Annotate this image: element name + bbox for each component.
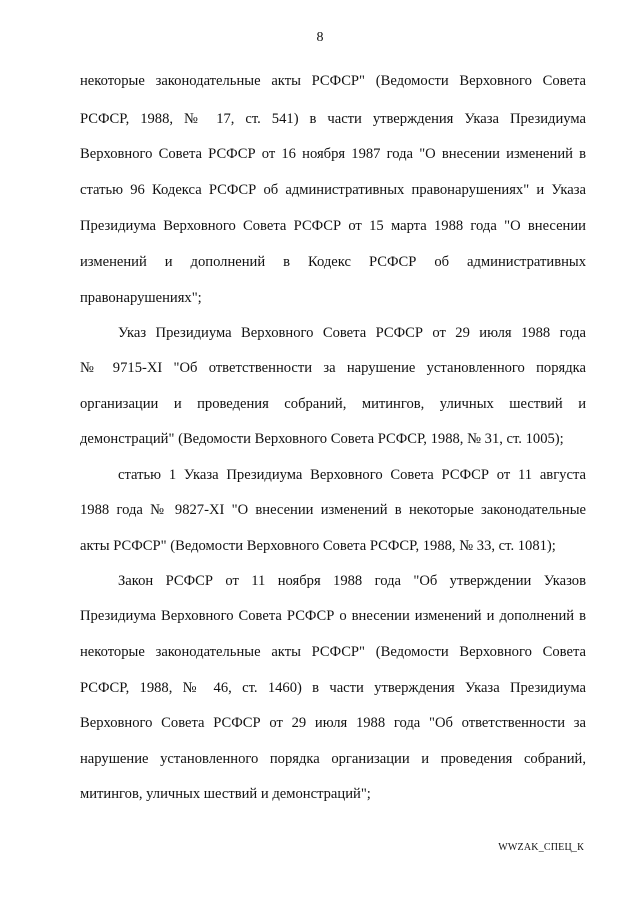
text-line: Указ Президиума Верховного Совета РСФСР от 29 июля 1988 года [118,325,586,341]
footer-code: WWZAK_СПЕЦ_К [498,842,584,853]
text-line: Президиума Верховного Совета РСФСР от 15 марта 1988 года "О внесении [80,218,586,234]
text-line: правонарушениях"; [80,290,202,306]
text-line: Верховного Совета РСФСР от 29 июля 1988 года "Об ответственности за [80,715,586,731]
text-line: статью 96 Кодекса РСФСР об административных правонарушениях" и Указа [80,182,586,198]
text-line: РСФСР, 1988, № 46, ст. 1460) в части утверждения Указа Президиума [80,680,586,696]
page-number: 8 [316,30,324,45]
text-line: Верховного Совета РСФСР от 16 ноября 1987 года "О внесении изменений в [80,146,586,162]
text-line: статью 1 Указа Президиума Верховного Совета РСФСР от 11 августа [118,467,586,483]
text-line: организации и проведения собраний, митингов, уличных шествий и [80,396,586,412]
text-line: № 9715-XI "Об ответственности за нарушение установленного порядка [80,360,586,376]
text-line: некоторые законодательные акты РСФСР" (Ведомости Верховного Совета [80,644,586,660]
text-line: нарушение установленного порядка организации и проведения собраний, [80,751,586,767]
text-line: изменений и дополнений в Кодекс РСФСР об административных [80,254,586,270]
text-line: 1988 года № 9827-XI "О внесении изменений в некоторые законодательные [80,502,586,518]
text-line: Президиума Верховного Совета РСФСР о внесении изменений и дополнений в [80,608,586,624]
text-line: демонстраций" (Ведомости Верховного Совета РСФСР, 1988, № 31, ст. 1005); [80,431,564,447]
text-line: митингов, уличных шествий и демонстраций"; [80,786,371,802]
text-line: Закон РСФСР от 11 ноября 1988 года "Об утверждении Указов [118,573,586,589]
text-line: некоторые законодательные акты РСФСР" (Ведомости Верховного Совета [80,73,586,89]
text-line: акты РСФСР" (Ведомости Верховного Совета РСФСР, 1988, № 33, ст. 1081); [80,538,556,554]
text-line: РСФСР, 1988, № 17, ст. 541) в части утверждения Указа Президиума [80,111,586,127]
